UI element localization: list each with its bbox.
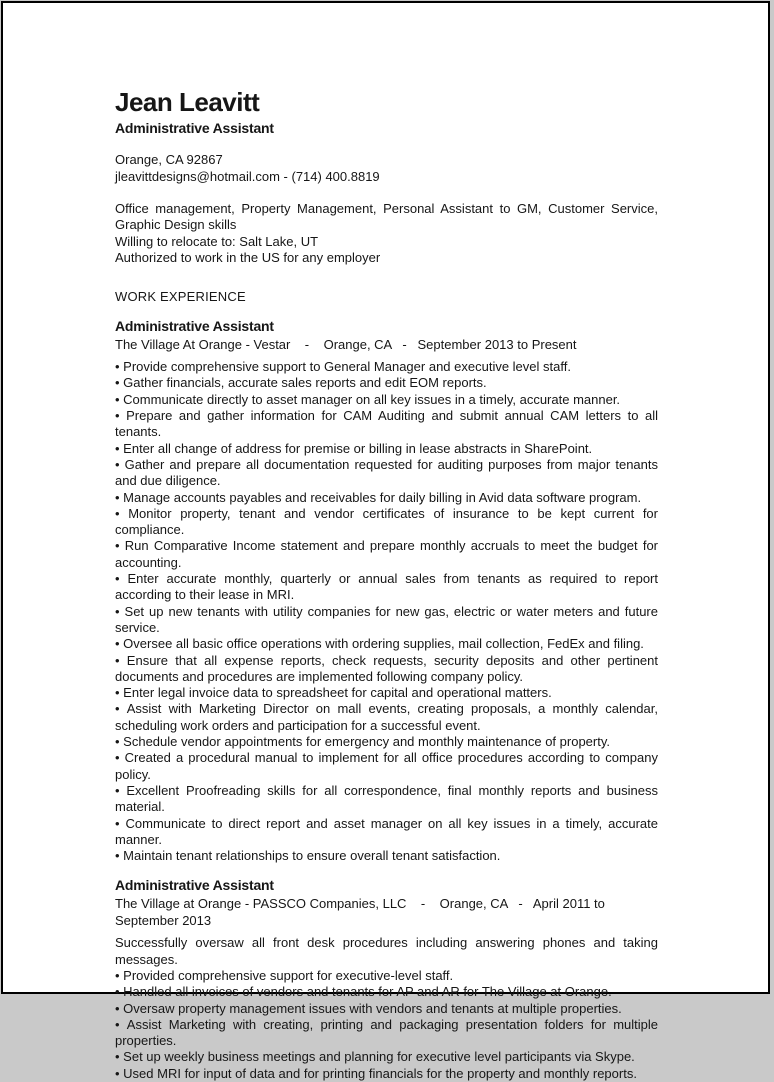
- resume-header: [115, 87, 658, 266]
- job-body: [115, 935, 658, 1082]
- job-entry: [115, 876, 658, 1082]
- job-bullet: • Used MRI for input of data and for printing financials for the property and monthly reports.: [115, 1066, 658, 1082]
- job-bullet: • Enter all change of address for premise or billing in lease abstracts in SharePoint.: [115, 441, 658, 457]
- job-title: Administrative Assistant: [115, 877, 274, 894]
- job-bullet: • Enter accurate monthly, quarterly or annual sales from tenants as required to report according to their lease in MRI.: [115, 571, 658, 604]
- relocation-line: Willing to relocate to: Salt Lake, UT: [115, 233, 319, 249]
- job-bullet: • Created a procedural manual to implement for all office procedures according to company policy.: [115, 750, 658, 783]
- job-bullet: • Oversee all basic office operations with ordering supplies, mail collection, FedEx and filing.: [115, 636, 658, 652]
- job-bullet: • Communicate directly to asset manager on all key issues in a timely, accurate manner.: [115, 392, 658, 408]
- job-bullet: • Set up weekly business meetings and planning for executive level participants via Skype.: [115, 1049, 658, 1065]
- contact-email-phone: jleavittdesigns@hotmail.com - (714) 400.8819: [115, 169, 380, 184]
- job-bullet: • Oversaw property management issues with vendors and tenants at multiple properties.: [115, 1001, 658, 1017]
- work-experience-section: [115, 289, 658, 1082]
- candidate-job-title: Administrative Assistant: [115, 120, 274, 136]
- job-bullet: • Manage accounts payables and receivables for daily billing in Avid data software program.: [115, 490, 658, 506]
- job-bullet: • Handled all invoices of vendors and tenants for AP and AR for The Village at Orange.: [115, 984, 658, 1000]
- job-bullet: • Set up new tenants with utility companies for new gas, electric or water meters and future service.: [115, 604, 658, 637]
- job-bullet: • Assist Marketing with creating, printing and packaging presentation folders for multiple properties.: [115, 1017, 658, 1050]
- job-entry: [115, 317, 658, 864]
- job-bullet: • Assist with Marketing Director on mall events, creating proposals, a monthly calendar, scheduling work orders and participation for a successful event.: [115, 701, 658, 734]
- job-bullet: • Communicate to direct report and asset manager on all key issues in a timely, accurate manner.: [115, 816, 658, 849]
- job-bullet: • Excellent Proofreading skills for all correspondence, final monthly reports and business material.: [115, 783, 658, 816]
- job-body: [115, 359, 658, 864]
- resume-content: [3, 3, 768, 1082]
- job-bullet: • Monitor property, tenant and vendor certificates of insurance to be kept current for compliance.: [115, 506, 658, 539]
- job-meta: The Village at Orange - PASSCO Companies, LLC - Orange, CA - April 2011 to September 2013: [115, 896, 609, 929]
- job-bullet: • Prepare and gather information for CAM Auditing and submit annual CAM letters to all tenants.: [115, 408, 658, 441]
- job-bullet: • Gather and prepare all documentation requested for auditing purposes from major tenants and due diligence.: [115, 457, 658, 490]
- contact-location: Orange, CA 92867: [115, 152, 223, 167]
- candidate-name: Jean Leavitt: [115, 87, 260, 117]
- job-bullet: • Maintain tenant relationships to ensure overall tenant satisfaction.: [115, 848, 658, 864]
- skills-summary: Office management, Property Management, Personal Assistant to GM, Customer Service, Graphic Design skills: [115, 201, 658, 233]
- job-bullet: • Provide comprehensive support to General Manager and executive level staff.: [115, 359, 658, 375]
- summary-block: [115, 201, 658, 266]
- section-heading-work-experience: WORK EXPERIENCE: [115, 289, 246, 305]
- job-bullet: • Schedule vendor appointments for emergency and monthly maintenance of property.: [115, 734, 658, 750]
- job-bullet: • Enter legal invoice data to spreadsheet for capital and operational matters.: [115, 685, 658, 701]
- job-intro: Successfully oversaw all front desk procedures including answering phones and taking messages.: [115, 935, 658, 967]
- jobs-list: [115, 317, 658, 1082]
- job-title: Administrative Assistant: [115, 318, 274, 335]
- job-meta: The Village At Orange - Vestar - Orange, CA - September 2013 to Present: [115, 337, 577, 353]
- job-bullet: • Provided comprehensive support for executive-level staff.: [115, 968, 658, 984]
- job-bullet: • Run Comparative Income statement and prepare monthly accruals to meet the budget for accounting.: [115, 538, 658, 571]
- contact-block: [115, 151, 658, 185]
- job-bullet: • Gather financials, accurate sales reports and edit EOM reports.: [115, 375, 658, 391]
- job-bullet: • Ensure that all expense reports, check requests, security deposits and other pertinent documents and procedures are implemented following company policy.: [115, 653, 658, 686]
- resume-page: [1, 1, 770, 1081]
- authorization-line: Authorized to work in the US for any employer: [115, 249, 381, 265]
